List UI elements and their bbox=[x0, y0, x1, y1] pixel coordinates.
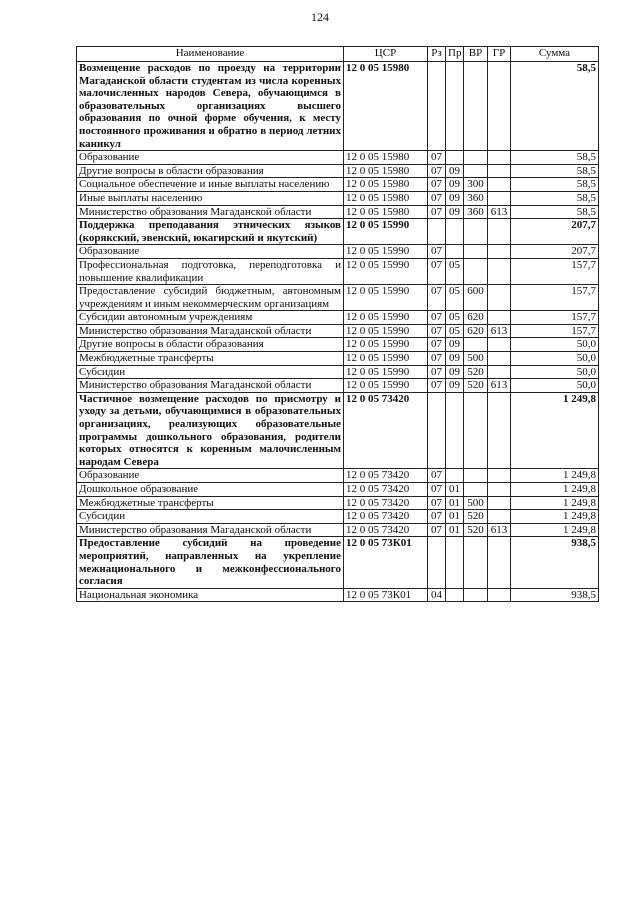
row-pr: 05 bbox=[446, 285, 464, 311]
row-sum: 58,5 bbox=[511, 178, 599, 192]
row-name: Министерство образования Магаданской области bbox=[77, 523, 344, 537]
table-row bbox=[77, 324, 599, 338]
row-gr bbox=[488, 352, 511, 366]
row-sum: 157,7 bbox=[511, 311, 599, 325]
row-vr: 600 bbox=[464, 285, 488, 311]
table-row-section bbox=[77, 392, 599, 469]
row-gr bbox=[488, 510, 511, 524]
row-sum: 1 249,8 bbox=[511, 496, 599, 510]
table-row bbox=[77, 205, 599, 219]
row-rz: 07 bbox=[428, 379, 446, 393]
page-number: 124 bbox=[311, 10, 329, 24]
row-name: Возмещение расходов по проезду на территории Магаданской области студентам из числа коренных малочисленных народов Севера, обучающимся в образовательных организациях высшего образования по очной форме обучения, к месту постоянного проживания и обратно в период летних каникул bbox=[77, 62, 344, 151]
row-name: Поддержка преподавания этнических языков (корякский, эвенский, юкагирский и якутский) bbox=[77, 219, 344, 245]
row-name: Межбюджетные трансферты bbox=[77, 352, 344, 366]
table-row bbox=[77, 523, 599, 537]
row-name: Национальная экономика bbox=[77, 588, 344, 602]
row-gr bbox=[488, 245, 511, 259]
table-row bbox=[77, 178, 599, 192]
row-sum: 1 249,8 bbox=[511, 510, 599, 524]
row-pr: 01 bbox=[446, 510, 464, 524]
row-name: Профессиональная подготовка, переподготовка и повышение квалификации bbox=[77, 258, 344, 284]
row-name: Частичное возмещение расходов по присмотру и уходу за детьми, обучающимися в образовательных организациях, реализующих образовательные программы дошкольного образования, родители которых относятся к коренным малочисленным народам Севера bbox=[77, 392, 344, 469]
row-gr bbox=[488, 496, 511, 510]
row-csr: 12 0 05 73420 bbox=[344, 392, 428, 469]
row-rz: 07 bbox=[428, 164, 446, 178]
row-rz: 07 bbox=[428, 365, 446, 379]
table-row bbox=[77, 338, 599, 352]
row-rz: 07 bbox=[428, 523, 446, 537]
row-name: Социальное обеспечение и иные выплаты населению bbox=[77, 178, 344, 192]
row-rz: 07 bbox=[428, 311, 446, 325]
row-rz: 07 bbox=[428, 205, 446, 219]
row-sum: 58,5 bbox=[511, 151, 599, 165]
row-vr bbox=[464, 483, 488, 497]
header-vr: ВР bbox=[464, 47, 488, 62]
row-gr bbox=[488, 483, 511, 497]
row-sum: 207,7 bbox=[511, 219, 599, 245]
row-gr bbox=[488, 588, 511, 602]
row-rz bbox=[428, 537, 446, 588]
row-csr: 12 0 05 15980 bbox=[344, 178, 428, 192]
header-sum: Сумма bbox=[511, 47, 599, 62]
row-csr: 12 0 05 73К01 bbox=[344, 588, 428, 602]
row-csr: 12 0 05 73420 bbox=[344, 483, 428, 497]
header-rz: Рз bbox=[428, 47, 446, 62]
row-pr: 05 bbox=[446, 324, 464, 338]
row-rz: 07 bbox=[428, 245, 446, 259]
row-sum: 1 249,8 bbox=[511, 469, 599, 483]
row-sum: 1 249,8 bbox=[511, 523, 599, 537]
row-rz: 07 bbox=[428, 510, 446, 524]
row-name: Иные выплаты населению bbox=[77, 191, 344, 205]
row-name: Другие вопросы в области образования bbox=[77, 338, 344, 352]
row-name: Предоставление субсидий на проведение мероприятий, направленных на укрепление межнационального и межконфессионального согласия bbox=[77, 537, 344, 588]
row-csr: 12 0 05 15980 bbox=[344, 62, 428, 151]
row-pr: 01 bbox=[446, 483, 464, 497]
row-csr: 12 0 05 15990 bbox=[344, 311, 428, 325]
row-pr bbox=[446, 151, 464, 165]
row-gr bbox=[488, 365, 511, 379]
row-gr: 613 bbox=[488, 523, 511, 537]
row-vr bbox=[464, 258, 488, 284]
row-pr bbox=[446, 62, 464, 151]
table-row bbox=[77, 588, 599, 602]
row-rz: 04 bbox=[428, 588, 446, 602]
row-gr bbox=[488, 219, 511, 245]
row-name: Министерство образования Магаданской области bbox=[77, 324, 344, 338]
row-vr bbox=[464, 164, 488, 178]
row-pr: 01 bbox=[446, 523, 464, 537]
row-gr bbox=[488, 191, 511, 205]
table-row bbox=[77, 285, 599, 311]
row-name: Межбюджетные трансферты bbox=[77, 496, 344, 510]
row-gr: 613 bbox=[488, 379, 511, 393]
row-csr: 12 0 05 73420 bbox=[344, 523, 428, 537]
row-gr: 613 bbox=[488, 205, 511, 219]
row-gr bbox=[488, 469, 511, 483]
row-sum: 1 249,8 bbox=[511, 483, 599, 497]
row-vr bbox=[464, 338, 488, 352]
row-gr bbox=[488, 258, 511, 284]
row-gr bbox=[488, 338, 511, 352]
row-rz: 07 bbox=[428, 151, 446, 165]
row-pr: 09 bbox=[446, 164, 464, 178]
row-csr: 12 0 05 73420 bbox=[344, 510, 428, 524]
table-row bbox=[77, 496, 599, 510]
table-row bbox=[77, 258, 599, 284]
row-name: Предоставление субсидий бюджетным, автономным учреждениям и иным некоммерческим организациям bbox=[77, 285, 344, 311]
row-vr: 360 bbox=[464, 191, 488, 205]
row-gr bbox=[488, 178, 511, 192]
row-rz: 07 bbox=[428, 324, 446, 338]
row-rz bbox=[428, 392, 446, 469]
table-row bbox=[77, 379, 599, 393]
row-sum: 58,5 bbox=[511, 205, 599, 219]
row-sum: 58,5 bbox=[511, 164, 599, 178]
row-gr bbox=[488, 537, 511, 588]
table-row bbox=[77, 469, 599, 483]
row-pr bbox=[446, 588, 464, 602]
row-sum: 157,7 bbox=[511, 324, 599, 338]
row-pr: 01 bbox=[446, 496, 464, 510]
row-rz bbox=[428, 62, 446, 151]
row-gr bbox=[488, 311, 511, 325]
row-vr bbox=[464, 245, 488, 259]
budget-table bbox=[76, 46, 599, 602]
row-name: Субсидии bbox=[77, 510, 344, 524]
table-row bbox=[77, 191, 599, 205]
row-gr bbox=[488, 151, 511, 165]
row-csr: 12 0 05 15980 bbox=[344, 151, 428, 165]
row-csr: 12 0 05 15990 bbox=[344, 324, 428, 338]
row-pr: 09 bbox=[446, 191, 464, 205]
row-vr: 620 bbox=[464, 324, 488, 338]
row-pr: 05 bbox=[446, 258, 464, 284]
table-row bbox=[77, 151, 599, 165]
header-gr: ГР bbox=[488, 47, 511, 62]
row-rz bbox=[428, 219, 446, 245]
row-pr: 09 bbox=[446, 178, 464, 192]
row-vr: 500 bbox=[464, 496, 488, 510]
row-gr bbox=[488, 285, 511, 311]
row-pr bbox=[446, 245, 464, 259]
row-sum: 50,0 bbox=[511, 365, 599, 379]
row-csr: 12 0 05 15980 bbox=[344, 164, 428, 178]
row-rz: 07 bbox=[428, 483, 446, 497]
row-csr: 12 0 05 15990 bbox=[344, 285, 428, 311]
row-vr bbox=[464, 469, 488, 483]
row-rz: 07 bbox=[428, 191, 446, 205]
row-csr: 12 0 05 15990 bbox=[344, 338, 428, 352]
row-name: Образование bbox=[77, 151, 344, 165]
table-header-row bbox=[77, 47, 599, 62]
row-sum: 157,7 bbox=[511, 285, 599, 311]
row-csr: 12 0 05 15980 bbox=[344, 205, 428, 219]
row-gr: 613 bbox=[488, 324, 511, 338]
row-pr: 09 bbox=[446, 352, 464, 366]
row-rz: 07 bbox=[428, 469, 446, 483]
header-pr: Пр bbox=[446, 47, 464, 62]
table-row bbox=[77, 164, 599, 178]
row-name: Другие вопросы в области образования bbox=[77, 164, 344, 178]
table-row-section bbox=[77, 62, 599, 151]
row-vr: 500 bbox=[464, 352, 488, 366]
row-sum: 207,7 bbox=[511, 245, 599, 259]
row-csr: 12 0 05 73К01 bbox=[344, 537, 428, 588]
row-csr: 12 0 05 15990 bbox=[344, 352, 428, 366]
row-name: Министерство образования Магаданской области bbox=[77, 379, 344, 393]
row-vr: 520 bbox=[464, 523, 488, 537]
table-row bbox=[77, 311, 599, 325]
row-csr: 12 0 05 15990 bbox=[344, 245, 428, 259]
row-pr: 05 bbox=[446, 311, 464, 325]
row-name: Субсидии bbox=[77, 365, 344, 379]
row-vr bbox=[464, 151, 488, 165]
row-csr: 12 0 05 15990 bbox=[344, 379, 428, 393]
table-row bbox=[77, 352, 599, 366]
row-name: Министерство образования Магаданской области bbox=[77, 205, 344, 219]
row-vr: 300 bbox=[464, 178, 488, 192]
row-rz: 07 bbox=[428, 496, 446, 510]
row-csr: 12 0 05 73420 bbox=[344, 469, 428, 483]
row-sum: 58,5 bbox=[511, 62, 599, 151]
header-name: Наименование bbox=[77, 47, 344, 62]
table-body bbox=[77, 62, 599, 602]
row-vr bbox=[464, 62, 488, 151]
row-pr: 09 bbox=[446, 338, 464, 352]
row-sum: 58,5 bbox=[511, 191, 599, 205]
row-gr bbox=[488, 62, 511, 151]
row-pr bbox=[446, 392, 464, 469]
row-sum: 938,5 bbox=[511, 588, 599, 602]
row-vr bbox=[464, 219, 488, 245]
row-name: Субсидии автономным учреждениям bbox=[77, 311, 344, 325]
row-vr: 360 bbox=[464, 205, 488, 219]
header-csr: ЦСР bbox=[344, 47, 428, 62]
row-vr: 520 bbox=[464, 510, 488, 524]
table-row bbox=[77, 510, 599, 524]
row-sum: 938,5 bbox=[511, 537, 599, 588]
row-vr: 620 bbox=[464, 311, 488, 325]
row-pr: 09 bbox=[446, 205, 464, 219]
row-pr bbox=[446, 219, 464, 245]
row-gr bbox=[488, 164, 511, 178]
row-rz: 07 bbox=[428, 352, 446, 366]
row-pr: 09 bbox=[446, 379, 464, 393]
row-name: Образование bbox=[77, 469, 344, 483]
row-csr: 12 0 05 73420 bbox=[344, 496, 428, 510]
row-name: Образование bbox=[77, 245, 344, 259]
row-sum: 157,7 bbox=[511, 258, 599, 284]
row-pr: 09 bbox=[446, 365, 464, 379]
row-csr: 12 0 05 15980 bbox=[344, 191, 428, 205]
row-vr: 520 bbox=[464, 379, 488, 393]
row-csr: 12 0 05 15990 bbox=[344, 219, 428, 245]
row-vr bbox=[464, 392, 488, 469]
row-pr bbox=[446, 537, 464, 588]
row-sum: 50,0 bbox=[511, 379, 599, 393]
row-gr bbox=[488, 392, 511, 469]
row-rz: 07 bbox=[428, 338, 446, 352]
row-vr bbox=[464, 537, 488, 588]
row-name: Дошкольное образование bbox=[77, 483, 344, 497]
row-pr bbox=[446, 469, 464, 483]
table-row bbox=[77, 365, 599, 379]
row-sum: 50,0 bbox=[511, 338, 599, 352]
row-csr: 12 0 05 15990 bbox=[344, 258, 428, 284]
table-row-section bbox=[77, 219, 599, 245]
table-row bbox=[77, 245, 599, 259]
table-row-section bbox=[77, 537, 599, 588]
row-csr: 12 0 05 15990 bbox=[344, 365, 428, 379]
row-vr bbox=[464, 588, 488, 602]
row-rz: 07 bbox=[428, 178, 446, 192]
row-sum: 50,0 bbox=[511, 352, 599, 366]
row-rz: 07 bbox=[428, 285, 446, 311]
table-row bbox=[77, 483, 599, 497]
row-sum: 1 249,8 bbox=[511, 392, 599, 469]
row-vr: 520 bbox=[464, 365, 488, 379]
row-rz: 07 bbox=[428, 258, 446, 284]
